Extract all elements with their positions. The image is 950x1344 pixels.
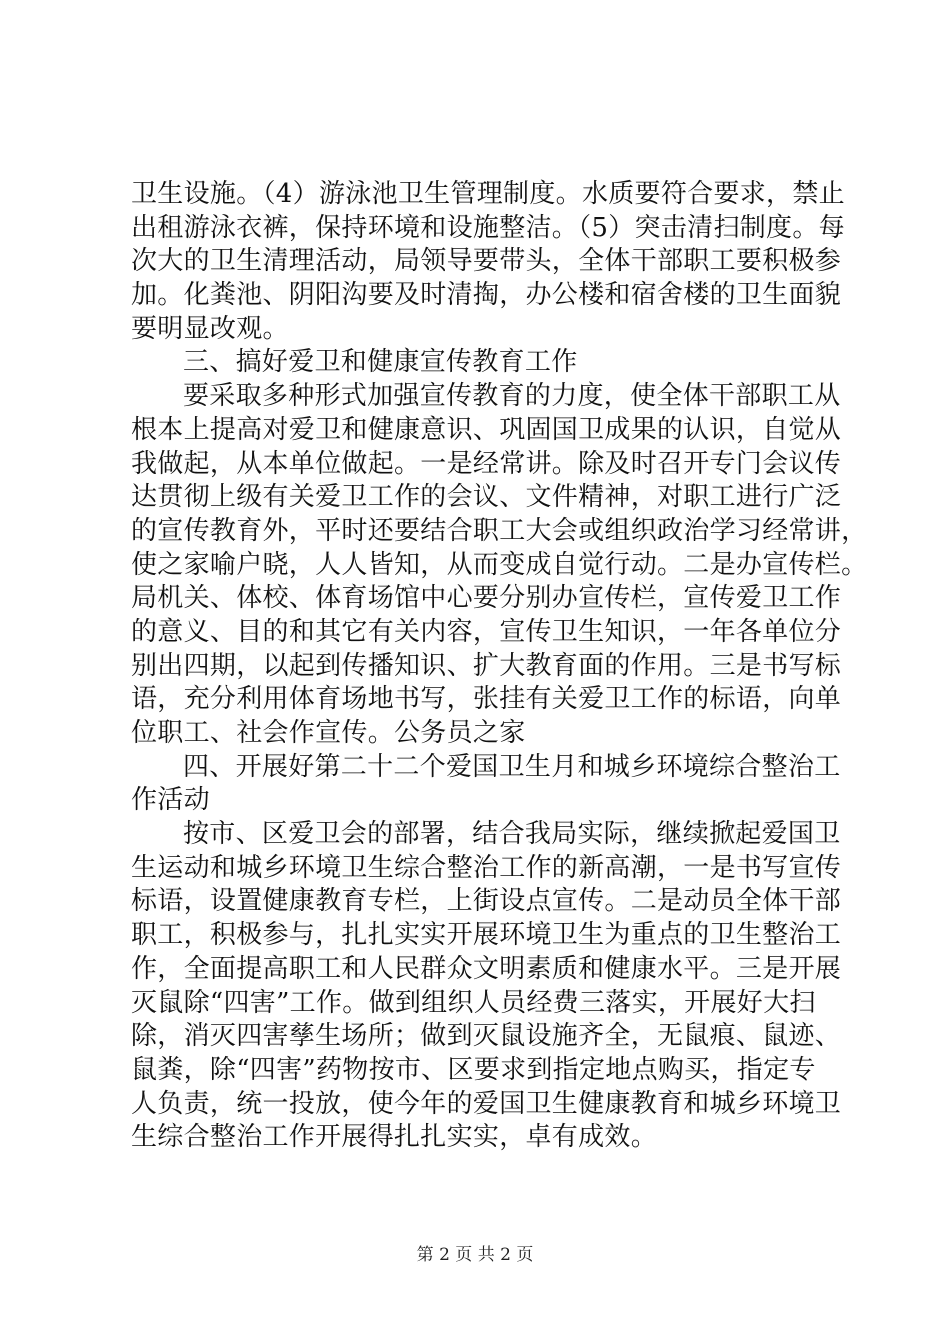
text-line: 根本上提高对爱卫和健康意识、巩固国卫成果的认识，自觉从	[131, 414, 842, 445]
text-line: 职工，积极参与，扎扎实实开展环境卫生为重点的卫生整治工	[131, 920, 842, 951]
text-line: 次大的卫生清理活动，局领导要带头，全体干部职工要积极参	[131, 246, 842, 277]
text-line: 局机关、体校、体育场馆中心要分别办宣传栏，宣传爱卫工作	[131, 583, 842, 614]
text-line: 的意义、目的和其它有关内容，宣传卫生知识，一年各单位分	[131, 616, 842, 647]
text-line: 作，全面提高职工和人民群众文明素质和健康水平。三是开展	[131, 953, 842, 984]
text-line: 加。化粪池、阴阳沟要及时清掏，办公楼和宿舍楼的卫生面貌	[131, 280, 842, 311]
section-heading-continued: 作活动	[131, 785, 210, 816]
text-line: 灭鼠除“四害”工作。做到组织人员经费三落实，开展好大扫	[131, 987, 816, 1018]
text-line: 我做起，从本单位做起。一是经常讲。除及时召开专门会议传	[131, 448, 842, 479]
text-line: 人负责，统一投放，使今年的爱国卫生健康教育和城乡环境卫	[131, 1088, 842, 1119]
text-line: 按市、区爱卫会的部署，结合我局实际，继续掀起爱国卫	[183, 819, 841, 850]
section-heading: 四、开展好第二十二个爱国卫生月和城乡环境综合整治工	[183, 751, 841, 782]
text-line: 别出四期，以起到传播知识、扩大教育面的作用。三是书写标	[131, 650, 842, 681]
text-line: 除，消灭四害孳生场所；做到灭鼠设施齐全，无鼠痕、鼠迹、	[131, 1021, 842, 1052]
text-line: 达贯彻上级有关爱卫工作的会议、文件精神，对职工进行广泛	[131, 482, 842, 513]
text-line: 位职工、社会作宣传。公务员之家	[131, 718, 526, 748]
text-line: 鼠粪，除“四害”药物按市、区要求到指定地点购买，指定专	[131, 1054, 816, 1085]
text-line: 出租游泳衣裤，保持环境和设施整洁。（5）突击清扫制度。每	[131, 212, 845, 243]
section-heading: 三、搞好爱卫和健康宣传教育工作	[183, 347, 578, 378]
text-line: 生综合整治工作开展得扎扎实实，卓有成效。	[131, 1122, 658, 1153]
text-line: 卫生设施。（4）游泳池卫生管理制度。水质要符合要求，禁止	[131, 179, 845, 209]
text-line: 的宣传教育外，平时还要结合职工大会或组织政治学习经常讲，	[131, 515, 868, 546]
text-line: 使之家喻户晓，人人皆知，从而变成自觉行动。二是办宣传栏。	[131, 549, 868, 580]
page-number-footer: 第 2 页 共 2 页	[416, 1245, 534, 1265]
text-line: 标语，设置健康教育专栏，上街设点宣传。二是动员全体干部	[131, 886, 842, 917]
document-body	[131, 178, 868, 1155]
text-line: 要采取多种形式加强宣传教育的力度，使全体干部职工从	[183, 381, 841, 412]
text-line: 语，充分利用体育场地书写，张挂有关爱卫工作的标语，向单	[131, 684, 842, 715]
text-line: 要明显改观。	[131, 313, 289, 344]
text-line: 生运动和城乡环境卫生综合整治工作的新高潮，一是书写宣传	[131, 852, 842, 883]
